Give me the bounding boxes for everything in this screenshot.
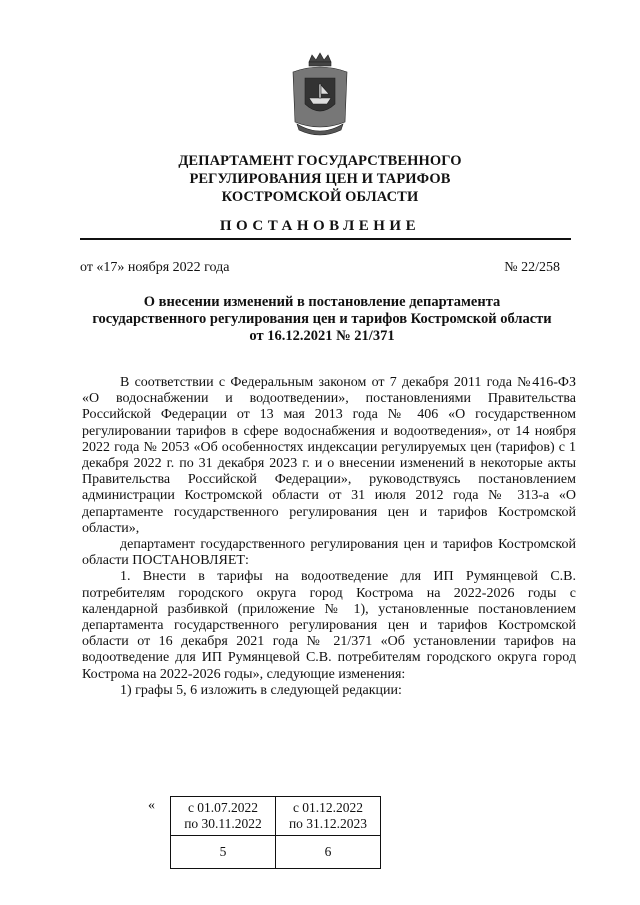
col5-from: с 01.07.2022 (187, 800, 259, 815)
header-line-1: ДЕПАРТАМЕНТ ГОСУДАРСТВЕННОГО (178, 153, 462, 169)
document-subject (74, 294, 570, 345)
header-line-3: КОСТРОМСКОЙ ОБЛАСТИ (221, 189, 419, 205)
document-body (82, 375, 576, 699)
document-type: ПОСТАНОВЛЕНИЕ (219, 218, 421, 234)
header-line-2: РЕГУЛИРОВАНИЯ ЦЕН И ТАРИФОВ (189, 171, 451, 187)
paragraph-preamble: В соответствии с Федеральным законом от 7 декабря 2011 года №416-ФЗ «О водоснабжении и водоотведении», постановлениями Правительства Российской Федерации от 13 мая 2013 года № 406 «О государственном регулировании тарифов в сфере водоснабжения и водоотведения», от 14 ноября 2022 года № 2053 «Об особенностях индексации регулируемых цен (тарифов) с 1 декабря 2022 г. по 31 декабря 2023 г. и о внесении изменений в некоторые акты Правительства Российской Федерации», руководствуясь постановлением администрации Костромской области от 31 июля 2012 года № 313-а «О департаменте государственного регулирования цен и тарифов Костромской области», (82, 375, 576, 536)
col6-to: по 31.12.2023 (288, 816, 368, 831)
table-header-col-6 (276, 797, 381, 836)
header-rule (80, 238, 571, 240)
paragraph-subitem-1: 1) графы 5, 6 изложить в следующей редакции: (120, 682, 402, 698)
subject-line-1: О внесении изменений в постановление департамента (143, 294, 501, 310)
col5-to: по 30.11.2022 (184, 816, 262, 831)
department-header (80, 152, 560, 206)
document-number: № 22/258 (504, 260, 560, 275)
coat-of-arms-icon (285, 52, 355, 138)
subject-line-3: от 16.12.2021 № 21/371 (249, 328, 395, 344)
quote-open-mark: « (148, 798, 155, 813)
columns-table (170, 796, 381, 869)
table-col-number-5: 5 (171, 836, 276, 869)
date-number-line (80, 260, 560, 276)
paragraph-item-1: 1. Внести в тарифы на водоотведение для ИП Румянцевой С.В. потребителям городского округа город Кострома на 2022-2026 годы с календарной разбивкой (приложение № 1), установленные постановлением департамента государственного регулирования цен и тарифов Костромской области от 16 декабря 2021 года № 21/371 «Об установлении тарифов на водоотведение для ИП Румянцевой С.В. потребителям городского округа город Кострома на 2022-2026 годы», следующие изменения: (82, 569, 576, 682)
document-date: от «17» ноября 2022 года (80, 260, 230, 275)
col6-from: с 01.12.2022 (292, 800, 364, 815)
subject-line-2: государственного регулирования цен и тарифов Костромской области (92, 311, 552, 327)
paragraph-resolves: департамент государственного регулирования цен и тарифов Костромской области ПОСТАНОВЛЯЕТ: (82, 537, 576, 569)
table-col-number-6: 6 (276, 836, 381, 869)
table-header-col-5 (171, 797, 276, 836)
